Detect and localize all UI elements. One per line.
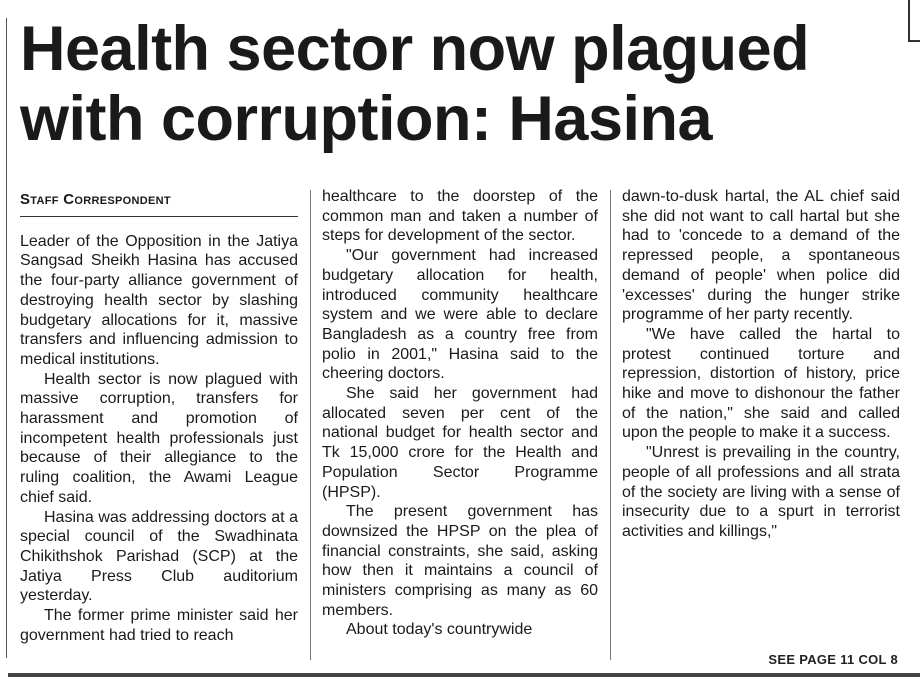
paragraph: The former prime minister said her government had tried to reach (20, 607, 298, 644)
paragraph: "Unrest is prevailing in the country, people of all professions and all strata of the society are living with a sense of insecurity due to a spurt in terrorist activities and killings," (622, 444, 900, 540)
paragraph: The present government has downsized the HPSP on the plea of financial constraints, she said, asking how then it maintains a council of ministers comprising as many as 60 members. (322, 503, 598, 619)
paragraph: "Our government had increased budgetary allocation for health, introduced community healthcare system and we were able to declare Bangladesh as a country free from polio in 2001," Hasina said to the cheering doctors. (322, 247, 598, 383)
left-page-rule (6, 18, 7, 658)
paragraph: "We have called the hartal to protest continued torture and repression, distortion of history, price hike and move to dishonour the father of the nation," she said and called upon the people to make it a success. (622, 325, 900, 442)
paragraph: Hasina was addressing doctors at a special council of the Swadhinata Chikithshok Parishad (SCP) at the Jatiya Press Club auditorium yesterday. (20, 508, 298, 605)
paragraph: healthcare to the doorstep of the common man and taken a number of steps for development of the sector. (322, 188, 598, 245)
column-rule (310, 190, 311, 660)
paragraph: dawn-to-dusk hartal, the AL chief said she did not want to call hartal but she had to 'concede to a demand of the repressed people, a spontaneous demand of people' when police did 'excesses' during the hunger strike programme of her party recently. (622, 188, 900, 324)
column-rule (610, 190, 611, 660)
paragraph: Leader of the Opposition in the Jatiya Sangsad Sheikh Hasina has accused the four-party alliance government of destroying health sector by slashing budgetary allocations for it, massive transfers and influencing admission to medical institutions. (20, 232, 298, 368)
headline: Health sector now plagued with corruption: Hasina (20, 14, 810, 154)
continued-on-page-note: SEE PAGE 11 COL 8 (768, 652, 898, 667)
paragraph: She said her government had allocated seven per cent of the national budget for health sector and Tk 15,000 crore for the Health and Population Sector Programme (HPSP). (322, 385, 598, 501)
article-column-3 (622, 187, 900, 542)
article-column-1 (20, 186, 298, 645)
paragraph: About today's countrywide (346, 621, 533, 639)
byline: Staff Correspondent (20, 190, 298, 217)
article-column-2 (322, 187, 598, 640)
paragraph: Health sector is now plagued with massive corruption, transfers for harassment and promotion of incompetent health professionals just because of their allegiance to the ruling coalition, the Awami League chief said. (20, 370, 298, 506)
bottom-rule (8, 673, 920, 677)
